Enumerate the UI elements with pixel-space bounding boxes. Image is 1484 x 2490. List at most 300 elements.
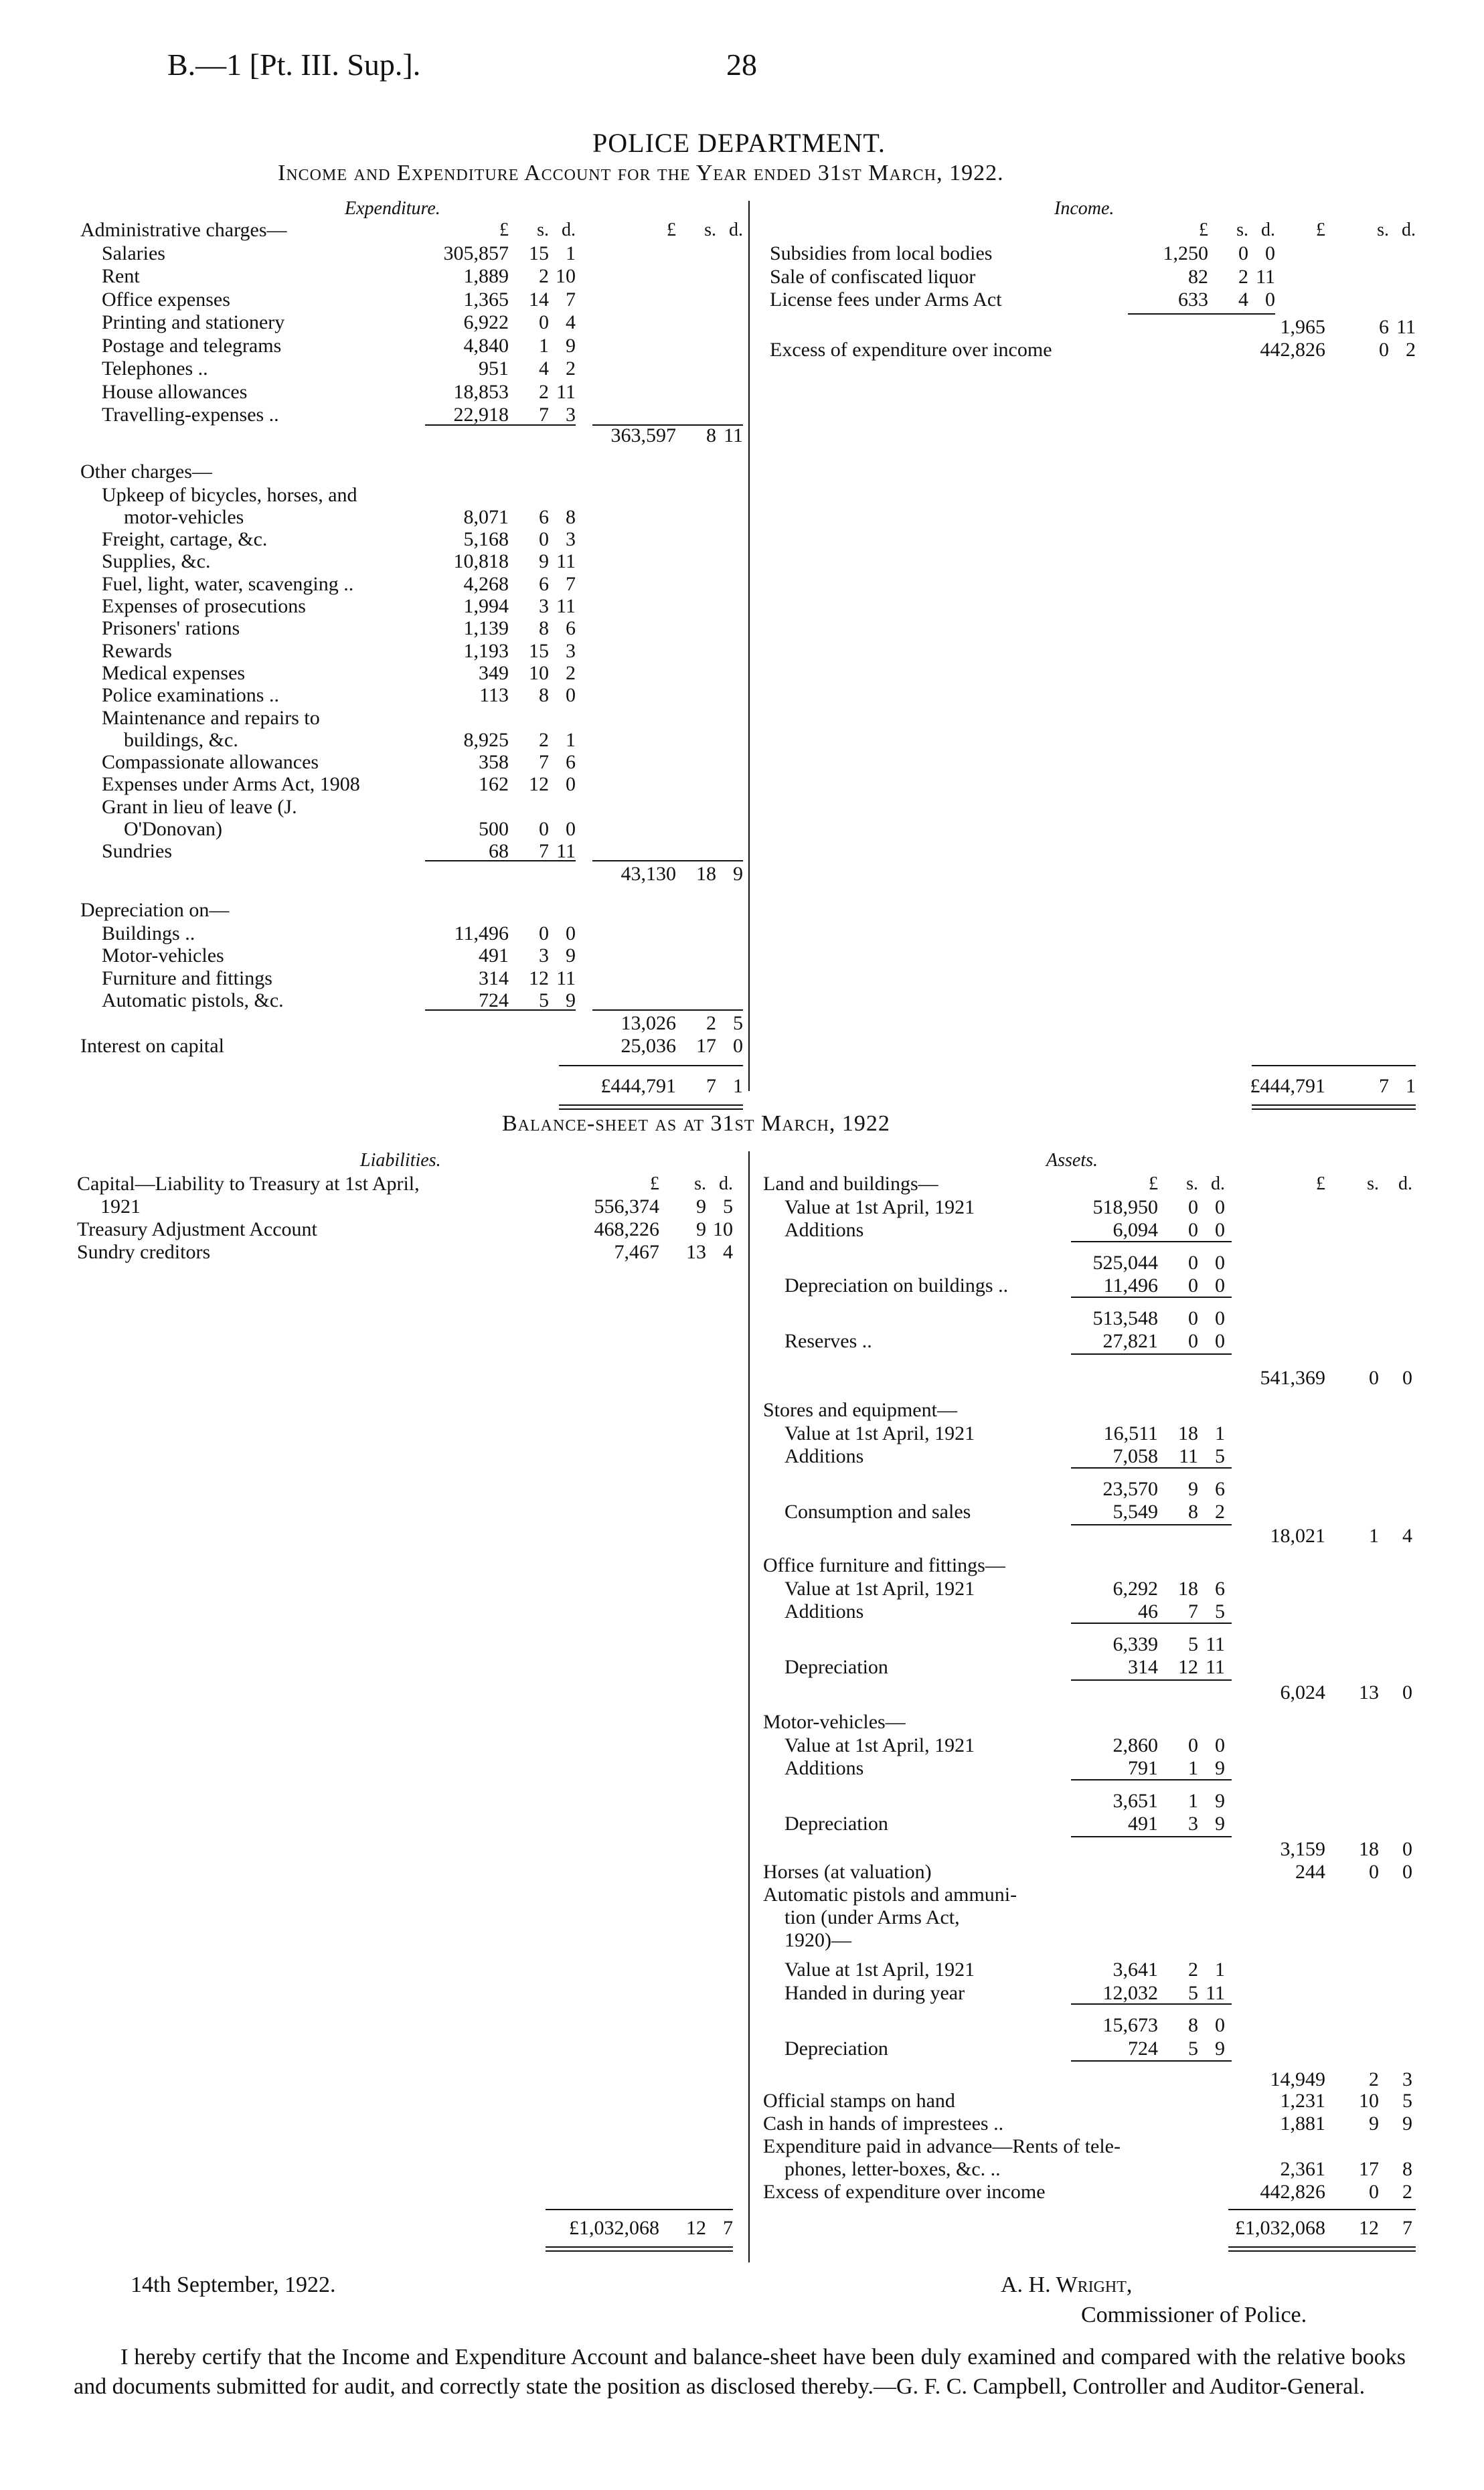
other-item-shillings: 3: [539, 595, 549, 617]
other-item-label: Freight, cartage, &c.: [102, 528, 268, 551]
subtotal-rule: [592, 1009, 743, 1011]
land-buildings-row-label: Depreciation on buildings ..: [785, 1274, 1009, 1297]
depreciation-item-shillings: 12: [529, 967, 549, 989]
date-line: 14th September, 1922.: [131, 2272, 336, 2297]
subtotal-rule: [592, 860, 743, 861]
other-heading: Other charges—: [80, 461, 212, 483]
subtotal-rule: [1228, 2209, 1416, 2210]
pistols-row-shillings: 5: [1188, 2037, 1198, 2060]
admin-item-shillings: 7: [539, 404, 549, 426]
admin-item-label: Postage and telegrams: [102, 334, 282, 357]
stamps-label: Official stamps on hand: [763, 2090, 955, 2112]
income-item-pounds: 633: [1178, 288, 1208, 311]
depreciation-item-label: Motor-vehicles: [102, 944, 224, 967]
other-item-shillings: 6: [539, 505, 549, 528]
interest-pounds: 25,036: [621, 1035, 676, 1058]
admin-item-label: Rent: [102, 265, 140, 287]
admin-item-pounds: 951: [479, 357, 509, 380]
exp-outer-pound-head: £: [667, 220, 676, 240]
sundry-creditors-label: Sundry creditors: [77, 1241, 211, 1263]
pistols-heading-3: 1920)—: [785, 1929, 851, 1951]
liabilities-heading: Liabilities.: [360, 1150, 441, 1171]
office-furniture-row-label: Additions: [785, 1600, 864, 1623]
land-buildings-row-pence: 0: [1215, 1251, 1225, 1274]
stores-row-pounds: 7,058: [1112, 1445, 1158, 1467]
office-furniture-row-pounds: 314: [1128, 1656, 1158, 1678]
depreciation-heading: Depreciation on—: [80, 899, 230, 922]
pistols-row-pence: 0: [1215, 2014, 1225, 2036]
asset-inner-pound-head: £: [1149, 1173, 1158, 1194]
column-divider: [748, 201, 750, 1091]
land-buildings-row-shillings: 0: [1188, 1330, 1198, 1352]
other-item-label: O'Donovan): [124, 818, 223, 840]
other-item-shillings: 12: [529, 773, 549, 796]
stores-row-label: Value at 1st April, 1921: [785, 1422, 975, 1444]
admin-item-pence: 9: [566, 334, 576, 357]
other-item-pence: 7: [566, 572, 576, 595]
other-item-label: Prisoners' rations: [102, 617, 240, 640]
expenditure-grand-total-pounds: £444,791: [600, 1075, 676, 1098]
land-buildings-row-pounds: 6,094: [1112, 1219, 1158, 1241]
stores-row-shillings: 9: [1188, 1477, 1198, 1500]
office-furniture-row-shillings: 7: [1188, 1600, 1198, 1623]
advance-label-1: Expenditure paid in advance—Rents of tele-: [763, 2135, 1121, 2157]
subtotal-rule: [559, 1065, 743, 1066]
admin-total-shillings: 8: [706, 424, 716, 446]
subtotal-rule: [1071, 1241, 1232, 1242]
ie-excess-shillings: 0: [1379, 339, 1389, 361]
land-buildings-row-shillings: 0: [1188, 1195, 1198, 1218]
admin-item-label: Office expenses: [102, 288, 230, 311]
land-buildings-row-pounds: 513,548: [1092, 1307, 1158, 1329]
income-expenditure-title: Income and Expenditure Account for the Year ended 31st March, 1922.: [278, 161, 1004, 185]
assets-total-pounds: £1,032,068: [1235, 2217, 1325, 2239]
land-buildings-row-shillings: 0: [1188, 1307, 1198, 1329]
office-furniture-heading: Office furniture and fittings—: [763, 1554, 1005, 1576]
other-item-shillings: 8: [539, 617, 549, 640]
liabilities-total-pence: 7: [723, 2217, 733, 2239]
admin-item-label: House allowances: [102, 380, 248, 403]
depreciation-item-label: Automatic pistols, &c.: [102, 989, 284, 1012]
other-item-pence: 2: [566, 661, 576, 684]
subtotal-rule: [425, 1009, 576, 1011]
exp-outer-d-head: d.: [729, 220, 743, 240]
other-item-label: buildings, &c.: [124, 728, 238, 751]
interest-pence: 0: [733, 1035, 743, 1058]
other-item-label: motor-vehicles: [124, 505, 244, 528]
subtotal-rule: [1071, 1679, 1232, 1681]
income-heading: Income.: [1054, 198, 1115, 219]
office-furniture-row-pence: 11: [1206, 1656, 1225, 1678]
admin-item-pounds: 6,922: [463, 311, 509, 333]
other-item-label: Maintenance and repairs to: [102, 706, 320, 729]
income-total-shillings: 6: [1379, 315, 1389, 338]
stores-row-shillings: 8: [1188, 1501, 1198, 1523]
admin-total-pounds: 363,597: [610, 424, 676, 446]
liab-pound-head: £: [650, 1173, 659, 1194]
liabilities-total-shillings: 12: [686, 2217, 706, 2239]
depreciation-item-shillings: 5: [539, 989, 549, 1012]
motor-vehicles-row-pence: 9: [1215, 1757, 1225, 1779]
admin-item-pence: 2: [566, 357, 576, 380]
other-item-label: Medical expenses: [102, 661, 246, 684]
sundry-creditors-pounds: 7,467: [614, 1241, 659, 1263]
cash-pence: 9: [1402, 2112, 1412, 2135]
motor-vehicles-row-pounds: 791: [1128, 1757, 1158, 1779]
treasury-label: Treasury Adjustment Account: [77, 1218, 317, 1240]
expenditure-grand-total-shillings: 7: [706, 1075, 716, 1098]
horses-pounds: 244: [1295, 1861, 1325, 1883]
land-buildings-heading: Land and buildings—: [763, 1173, 938, 1195]
stores-total-pounds: 18,021: [1270, 1525, 1325, 1547]
expenditure-grand-total-pence: 1: [733, 1075, 743, 1098]
other-item-shillings: 10: [529, 661, 549, 684]
other-item-shillings: 8: [539, 684, 549, 707]
capital-label-2: 1921: [100, 1195, 141, 1218]
admin-item-pence: 4: [566, 311, 576, 333]
office-furniture-row-pounds: 6,292: [1112, 1577, 1158, 1600]
other-item-pence: 0: [566, 684, 576, 707]
capital-shillings: 9: [696, 1195, 706, 1218]
asset-inner-d-head: d.: [1211, 1173, 1225, 1194]
bs-excess-label: Excess of expenditure over income: [763, 2181, 1046, 2203]
motor-vehicles-row-pounds: 3,651: [1112, 1789, 1158, 1812]
income-total-pounds: 1,965: [1280, 315, 1325, 338]
other-item-label: Expenses under Arms Act, 1908: [102, 773, 360, 796]
income-item-pounds: 1,250: [1163, 242, 1208, 264]
signer-name: A. H. Wright,: [1001, 2272, 1133, 2297]
other-item-shillings: 9: [539, 550, 549, 573]
total-double-rule: [1228, 2246, 1416, 2252]
depreciation-total-pounds: 13,026: [621, 1011, 676, 1034]
pistols-heading-1: Automatic pistols and ammuni-: [763, 1884, 1017, 1906]
admin-heading: Administrative charges—: [80, 219, 287, 241]
depreciation-item-pence: 11: [556, 967, 576, 989]
income-total-pence: 11: [1396, 315, 1416, 338]
stores-row-label: Additions: [785, 1445, 864, 1467]
admin-total-pence: 11: [724, 424, 743, 446]
pistols-row-pounds: 15,673: [1102, 2014, 1158, 2036]
capital-pounds: 556,374: [594, 1195, 659, 1218]
horses-pence: 0: [1402, 1861, 1412, 1883]
office-furniture-total-pence: 0: [1402, 1681, 1412, 1704]
admin-item-pence: 11: [556, 380, 576, 403]
subtotal-rule: [1071, 2060, 1232, 2062]
motor-vehicles-row-label: Value at 1st April, 1921: [785, 1734, 975, 1756]
page-number: 28: [726, 48, 757, 82]
office-furniture-row-shillings: 18: [1178, 1577, 1198, 1600]
pistols-total-pounds: 14,949: [1270, 2068, 1325, 2090]
stores-total-pence: 4: [1402, 1525, 1412, 1547]
pistols-total-shillings: 2: [1369, 2068, 1379, 2090]
admin-item-shillings: 15: [529, 242, 549, 264]
other-item-label: Compassionate allowances: [102, 751, 319, 774]
admin-item-label: Printing and stationery: [102, 311, 285, 333]
advance-label-2: phones, letter-boxes, &c. ..: [785, 2158, 1001, 2180]
depreciation-item-pence: 0: [566, 922, 576, 944]
stores-row-pence: 2: [1215, 1501, 1225, 1523]
treasury-shillings: 9: [696, 1218, 706, 1240]
other-item-pounds: 8,925: [463, 728, 509, 751]
signer-title: Commissioner of Police.: [1081, 2303, 1307, 2327]
office-furniture-row-shillings: 5: [1188, 1633, 1198, 1655]
pistols-row-pounds: 12,032: [1102, 1981, 1158, 2004]
sundry-creditors-pence: 4: [723, 1241, 733, 1263]
office-furniture-row-shillings: 12: [1178, 1656, 1198, 1678]
subtotal-rule: [1071, 1836, 1232, 1837]
liabilities-total-pounds: £1,032,068: [569, 2217, 659, 2239]
other-item-label: Grant in lieu of leave (J.: [102, 795, 297, 818]
income-item-pence: 0: [1265, 288, 1275, 311]
other-item-pounds: 1,139: [463, 617, 509, 640]
depreciation-item-shillings: 0: [539, 922, 549, 944]
admin-item-label: Travelling-expenses ..: [102, 404, 279, 426]
other-item-label: Upkeep of bicycles, horses, and: [102, 483, 357, 506]
inc-inner-d-head: d.: [1261, 220, 1275, 240]
stores-row-shillings: 18: [1178, 1422, 1198, 1444]
admin-item-pounds: 1,889: [463, 265, 509, 287]
stamps-pounds: 1,231: [1280, 2090, 1325, 2112]
other-item-pence: 0: [566, 773, 576, 796]
land-buildings-row-shillings: 0: [1188, 1274, 1198, 1297]
stores-row-pence: 5: [1215, 1445, 1225, 1467]
income-item-shillings: 0: [1238, 242, 1248, 264]
inc-outer-pound-head: £: [1316, 220, 1325, 240]
admin-item-pence: 10: [556, 265, 576, 287]
pistols-row-label: Handed in during year: [785, 1981, 965, 2004]
land-buildings-row-shillings: 0: [1188, 1251, 1198, 1274]
other-item-pounds: 1,193: [463, 639, 509, 662]
motor-vehicles-row-pence: 9: [1215, 1813, 1225, 1835]
admin-item-shillings: 0: [539, 311, 549, 333]
other-item-pence: 11: [556, 550, 576, 573]
cash-shillings: 9: [1369, 2112, 1379, 2135]
income-item-pence: 11: [1256, 265, 1275, 288]
subtotal-rule: [425, 860, 576, 861]
stamps-shillings: 10: [1359, 2090, 1379, 2112]
motor-vehicles-row-label: Depreciation: [785, 1813, 888, 1835]
admin-item-pence: 3: [566, 404, 576, 426]
subtotal-rule: [1252, 1065, 1416, 1066]
depreciation-item-pounds: 724: [479, 989, 509, 1012]
horses-label: Horses (at valuation): [763, 1861, 932, 1883]
admin-item-shillings: 1: [539, 334, 549, 357]
assets-total-shillings: 12: [1359, 2217, 1379, 2239]
other-item-pounds: 358: [479, 751, 509, 774]
assets-total-pence: 7: [1402, 2217, 1412, 2239]
total-double-rule: [1252, 1104, 1416, 1110]
other-item-label: Rewards: [102, 639, 172, 662]
liab-d-head: d.: [719, 1173, 733, 1194]
stores-row-pounds: 5,549: [1112, 1501, 1158, 1523]
other-item-shillings: 2: [539, 728, 549, 751]
capital-pence: 5: [723, 1195, 733, 1218]
treasury-pounds: 468,226: [594, 1218, 659, 1240]
other-item-pounds: 10,818: [453, 550, 509, 573]
office-furniture-total-shillings: 13: [1359, 1681, 1379, 1704]
other-item-pounds: 4,268: [463, 572, 509, 595]
other-total-shillings: 18: [696, 862, 716, 885]
office-furniture-row-pounds: 6,339: [1112, 1633, 1158, 1655]
other-item-shillings: 15: [529, 639, 549, 662]
admin-item-pounds: 4,840: [463, 334, 509, 357]
interest-shillings: 17: [696, 1035, 716, 1058]
income-item-pence: 0: [1265, 242, 1275, 264]
pistols-row-label: Depreciation: [785, 2037, 888, 2060]
other-item-pence: 1: [566, 728, 576, 751]
balance-sheet-title: Balance-sheet as at 31st March, 1922: [502, 1111, 890, 1136]
admin-item-pence: 7: [566, 288, 576, 311]
other-item-pounds: 113: [479, 684, 509, 707]
office-furniture-row-pence: 11: [1206, 1633, 1225, 1655]
pistols-row-pounds: 724: [1128, 2037, 1158, 2060]
admin-item-shillings: 14: [529, 288, 549, 311]
motor-vehicles-heading: Motor-vehicles—: [763, 1711, 906, 1733]
pistols-row-pence: 9: [1215, 2037, 1225, 2060]
subtotal-rule: [1128, 313, 1275, 315]
motor-vehicles-row-shillings: 0: [1188, 1734, 1198, 1756]
land-buildings-row-pence: 0: [1215, 1219, 1225, 1241]
subtotal-rule: [1071, 1297, 1232, 1298]
depreciation-item-pence: 9: [566, 989, 576, 1012]
income-item-pounds: 82: [1188, 265, 1208, 288]
pistols-row-label: Value at 1st April, 1921: [785, 1959, 975, 1981]
land-buildings-row-pence: 0: [1215, 1274, 1225, 1297]
subtotal-rule: [1071, 1353, 1232, 1355]
motor-vehicles-row-pence: 9: [1215, 1789, 1225, 1812]
depreciation-total-shillings: 2: [706, 1011, 716, 1034]
column-divider: [748, 1151, 750, 2262]
other-item-label: Police examinations ..: [102, 684, 279, 707]
motor-vehicles-row-shillings: 1: [1188, 1757, 1198, 1779]
other-total-pence: 9: [733, 862, 743, 885]
income-grand-total-pence: 1: [1406, 1075, 1416, 1098]
admin-item-shillings: 4: [539, 357, 549, 380]
ie-excess-pence: 2: [1406, 339, 1416, 361]
land-buildings-row-pounds: 518,950: [1092, 1195, 1158, 1218]
subtotal-rule: [1071, 1467, 1232, 1469]
admin-item-shillings: 2: [539, 380, 549, 403]
page-title: POLICE DEPARTMENT.: [592, 128, 886, 158]
pistols-row-pence: 1: [1215, 1959, 1225, 1981]
other-item-label: Supplies, &c.: [102, 550, 211, 573]
admin-item-pence: 1: [566, 242, 576, 264]
other-item-pounds: 1,994: [463, 595, 509, 617]
motor-vehicles-row-shillings: 1: [1188, 1789, 1198, 1812]
other-item-pounds: 162: [479, 773, 509, 796]
land-buildings-row-pounds: 27,821: [1102, 1330, 1158, 1352]
depreciation-item-shillings: 3: [539, 944, 549, 967]
advance-pence: 8: [1402, 2158, 1412, 2180]
inc-inner-pound-head: £: [1199, 220, 1208, 240]
horses-shillings: 0: [1369, 1861, 1379, 1883]
other-item-pence: 3: [566, 528, 576, 551]
total-double-rule: [559, 1104, 743, 1110]
land-buildings-row-label: Reserves ..: [785, 1330, 872, 1352]
other-item-pence: 6: [566, 751, 576, 774]
asset-inner-s-head: s.: [1186, 1173, 1198, 1194]
land-buildings-total-pence: 0: [1402, 1367, 1412, 1389]
income-item-label: Subsidies from local bodies: [770, 242, 993, 264]
land-buildings-total-shillings: 0: [1369, 1367, 1379, 1389]
other-item-pence: 11: [556, 840, 576, 863]
other-item-pence: 3: [566, 639, 576, 662]
bs-excess-pence: 2: [1402, 2181, 1412, 2203]
document-reference: B.—1 [Pt. III. Sup.].: [167, 48, 421, 82]
admin-item-pounds: 1,365: [463, 288, 509, 311]
office-furniture-row-label: Depreciation: [785, 1656, 888, 1678]
exp-outer-s-head: s.: [704, 220, 716, 240]
land-buildings-row-pence: 0: [1215, 1330, 1225, 1352]
other-item-shillings: 7: [539, 751, 549, 774]
pistols-heading-2: tion (under Arms Act,: [785, 1906, 960, 1928]
pistols-row-pounds: 3,641: [1112, 1959, 1158, 1981]
other-item-label: Expenses of prosecutions: [102, 595, 306, 617]
other-total-pounds: 43,130: [621, 862, 676, 885]
land-buildings-total-pounds: 541,369: [1260, 1367, 1325, 1389]
income-item-shillings: 4: [1238, 288, 1248, 311]
inc-outer-d-head: d.: [1402, 220, 1416, 240]
office-furniture-row-label: Value at 1st April, 1921: [785, 1577, 975, 1600]
land-buildings-row-shillings: 0: [1188, 1219, 1198, 1241]
interest-label: Interest on capital: [80, 1035, 224, 1058]
admin-item-pounds: 305,857: [443, 242, 509, 264]
other-item-shillings: 7: [539, 840, 549, 863]
assets-heading: Assets.: [1046, 1150, 1098, 1171]
pistols-total-pence: 3: [1402, 2068, 1412, 2090]
other-item-pence: 8: [566, 505, 576, 528]
motor-vehicles-row-label: Additions: [785, 1757, 864, 1779]
stores-heading: Stores and equipment—: [763, 1399, 957, 1421]
admin-item-label: Salaries: [102, 242, 165, 264]
stores-row-pence: 6: [1215, 1477, 1225, 1500]
other-item-pence: 0: [566, 818, 576, 840]
sundry-creditors-shillings: 13: [686, 1241, 706, 1263]
other-item-label: Fuel, light, water, scavenging ..: [102, 572, 354, 595]
motor-vehicles-row-shillings: 3: [1188, 1813, 1198, 1835]
ie-excess-label: Excess of expenditure over income: [770, 339, 1052, 361]
motor-vehicles-row-pounds: 491: [1128, 1813, 1158, 1835]
bs-excess-pounds: 442,826: [1260, 2181, 1325, 2203]
office-furniture-row-pence: 6: [1215, 1577, 1225, 1600]
other-item-pounds: 349: [479, 661, 509, 684]
ie-excess-pounds: 442,826: [1260, 339, 1325, 361]
admin-item-shillings: 2: [539, 265, 549, 287]
depreciation-item-label: Furniture and fittings: [102, 967, 272, 989]
office-furniture-row-pounds: 46: [1138, 1600, 1158, 1623]
audit-certificate: I hereby certify that the Income and Expenditure Account and balance-sheet have been duly examined and compared with the relative books and documents submitted for audit, and correctly state the position as disclosed thereby.—G. F. C. Campbell, Controller and Auditor-General.: [74, 2345, 1406, 2399]
asset-outer-d-head: d.: [1398, 1173, 1412, 1194]
motor-vehicles-row-pounds: 2,860: [1112, 1734, 1158, 1756]
bs-excess-shillings: 0: [1369, 2181, 1379, 2203]
land-buildings-row-pence: 0: [1215, 1195, 1225, 1218]
exp-inner-s-head: s.: [537, 220, 549, 240]
asset-outer-s-head: s.: [1367, 1173, 1379, 1194]
subtotal-rule: [1071, 1779, 1232, 1780]
income-grand-total-pounds: £444,791: [1250, 1075, 1325, 1098]
advance-pounds: 2,361: [1280, 2158, 1325, 2180]
pistols-row-shillings: 8: [1188, 2014, 1198, 2036]
advance-shillings: 17: [1359, 2158, 1379, 2180]
admin-item-label: Telephones ..: [102, 357, 208, 380]
subtotal-rule: [1071, 2003, 1232, 2005]
expenditure-heading: Expenditure.: [345, 198, 440, 219]
exp-inner-pound-head: £: [499, 220, 509, 240]
land-buildings-row-pounds: 525,044: [1092, 1251, 1158, 1274]
land-buildings-row-label: Additions: [785, 1219, 864, 1241]
income-grand-total-shillings: 7: [1379, 1075, 1389, 1098]
office-furniture-row-pence: 5: [1215, 1600, 1225, 1623]
